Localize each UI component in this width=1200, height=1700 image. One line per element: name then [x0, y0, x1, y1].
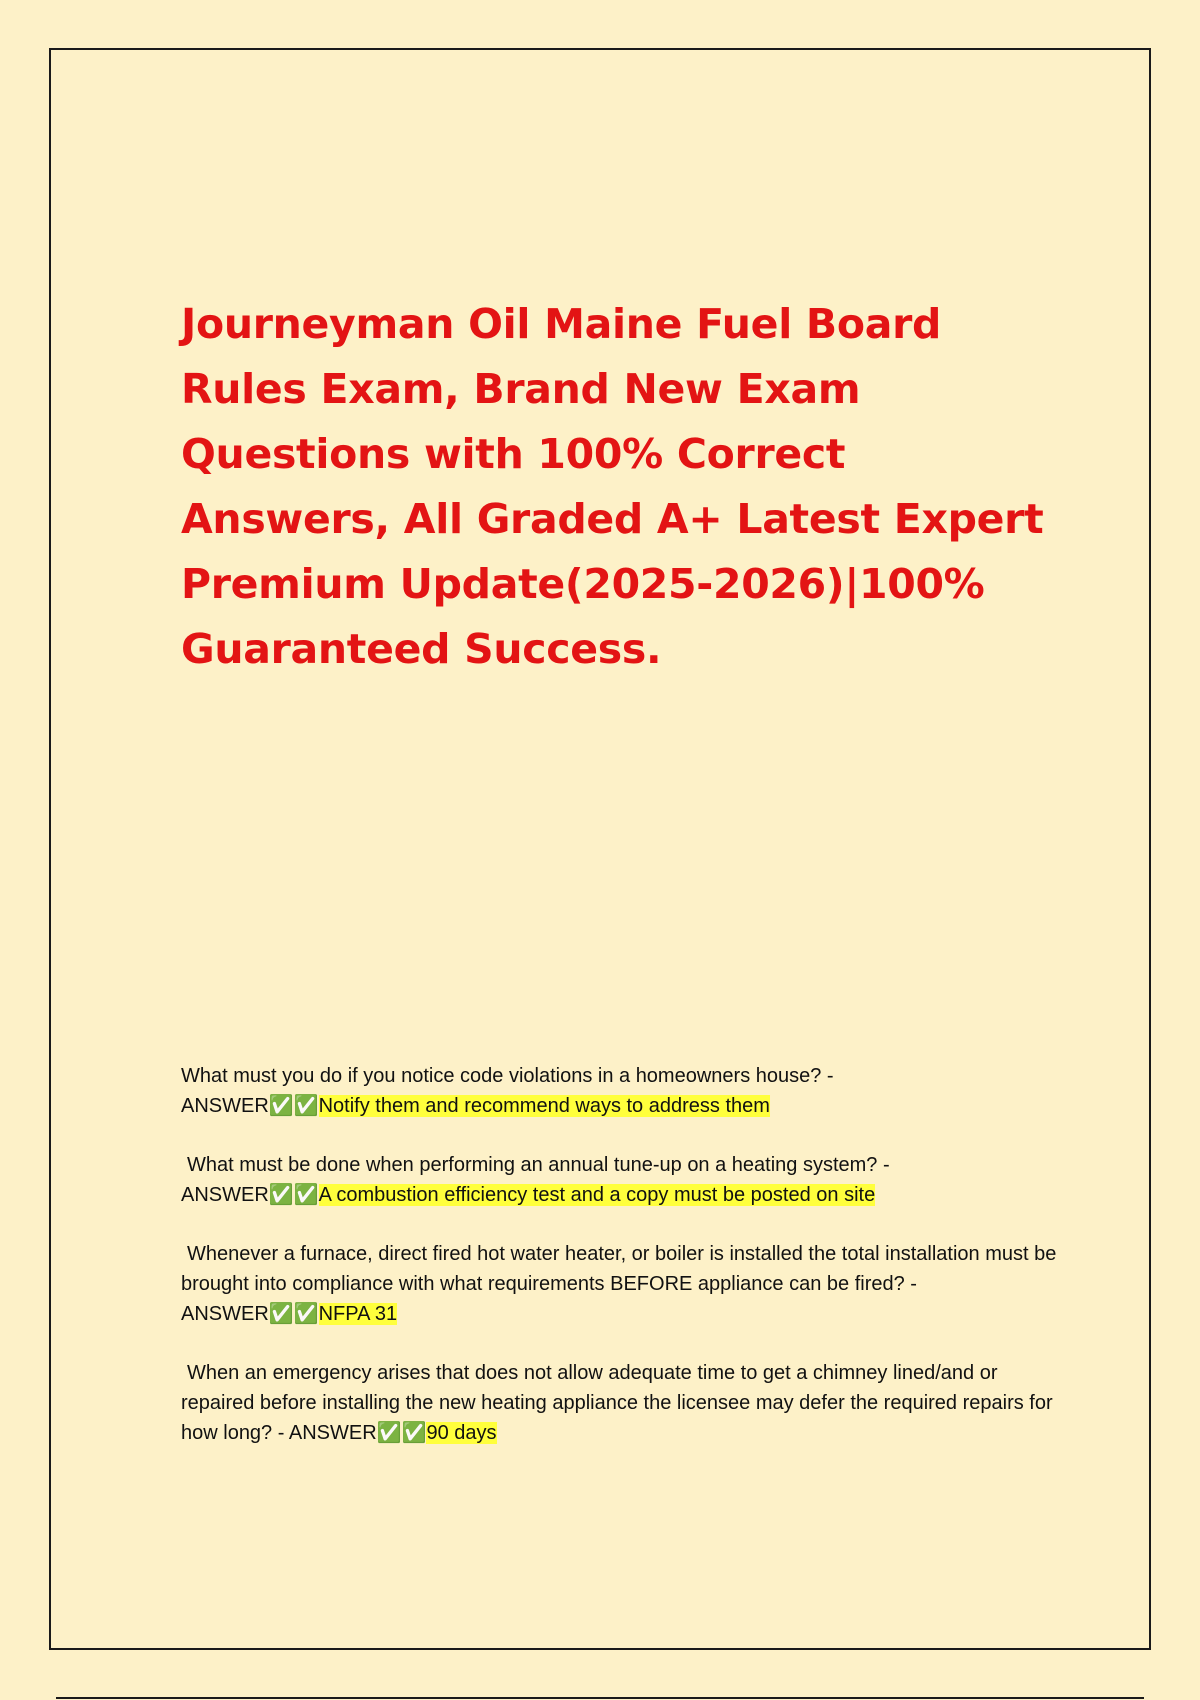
- qa-item-1: [181, 1061, 1061, 1121]
- answer-prefix: ANSWER✅✅: [181, 1303, 319, 1325]
- answer-highlight: A combustion efficiency test and a copy must be posted on site: [318, 1184, 876, 1206]
- question-text: What must be done when performing an annual tune-up on a heating system? -: [187, 1154, 890, 1176]
- bottom-rule: [56, 1697, 1144, 1699]
- answer-prefix: ANSWER✅✅: [288, 1422, 427, 1444]
- question-text: When an emergency arises that does not allow adequate time to get a chimney lined/and or repaired before installing the new heating appliance the licensee may defer the required repairs for how long? -: [181, 1362, 1053, 1444]
- qa-item-2: [181, 1150, 1061, 1210]
- answer-highlight: NFPA 31: [318, 1303, 398, 1325]
- qa-item-3: [181, 1239, 1061, 1329]
- answer-highlight: 90 days: [426, 1422, 497, 1444]
- answer-prefix: ANSWER✅✅: [181, 1184, 319, 1206]
- answer-prefix: ANSWER✅✅: [181, 1095, 319, 1117]
- question-text: Whenever a furnace, direct fired hot water heater, or boiler is installed the total installation must be brought into compliance with what requirements BEFORE appliance can be fired? -: [181, 1243, 1057, 1295]
- qa-item-4: [181, 1358, 1061, 1448]
- question-text: What must you do if you notice code violations in a homeowners house? -: [181, 1065, 834, 1087]
- qa-list: [181, 1061, 1061, 1477]
- document-title: Journeyman Oil Maine Fuel Board Rules Exam, Brand New Exam Questions with 100% Correct Answers, All Graded A+ Latest Expert Premium Update(2025-2026)|100% Guaranteed Success.: [181, 300, 1044, 673]
- answer-highlight: Notify them and recommend ways to address them: [318, 1095, 770, 1117]
